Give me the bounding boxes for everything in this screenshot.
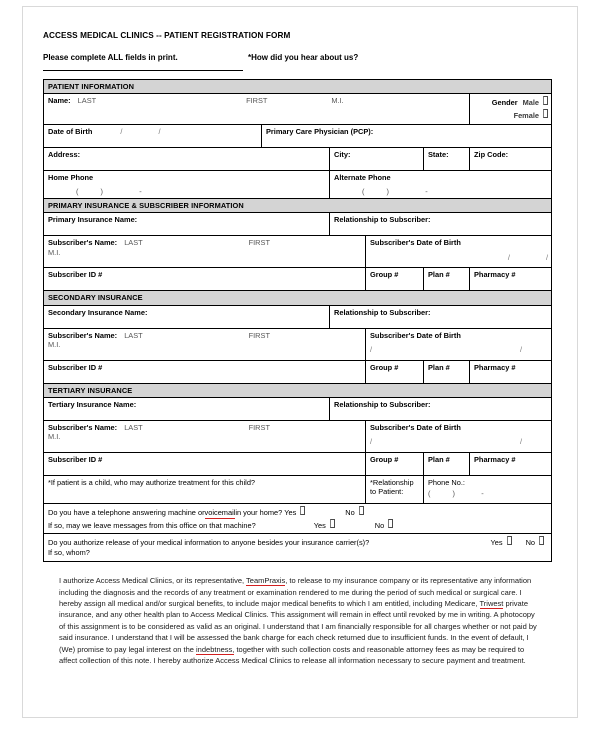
patient-name-cell[interactable]: [44, 94, 470, 124]
alternate-phone-cell[interactable]: [330, 170, 552, 199]
subscriber-dob-slash-1: /: [507, 252, 510, 262]
subscriber-first-hint: FIRST: [248, 330, 270, 340]
patient-name-row: [44, 94, 552, 124]
tertiary-subscriber-row: [44, 420, 552, 452]
child-phone-mask: ( ) -: [428, 489, 484, 499]
secondary-pharmacy-cell[interactable]: Pharmacy #: [470, 360, 552, 383]
tertiary-subscriber-id-cell[interactable]: Subscriber ID #: [44, 452, 366, 475]
subscriber-first-hint: FIRST: [248, 422, 270, 432]
section-patient-information: PATIENT INFORMATION: [44, 80, 552, 94]
q1-misspelled-voicemail: voicemail: [205, 507, 236, 519]
tertiary-plan-cell[interactable]: Plan #: [424, 452, 470, 475]
referral-question: *How did you hear about us?: [248, 53, 359, 62]
auth-misspelled-teampraxis: TeamPraxis: [246, 576, 286, 586]
telephone-questions-cell: [44, 503, 552, 533]
primary-subscriber-dob-cell[interactable]: [366, 236, 552, 268]
secondary-insurance-name-cell[interactable]: Secondary Insurance Name:: [44, 305, 330, 328]
primary-subscriber-name-cell[interactable]: [44, 236, 366, 268]
subscriber-name-label: Subscriber's Name:: [48, 422, 118, 432]
last-name-hint: LAST: [77, 96, 97, 106]
name-label: Name:: [48, 96, 71, 106]
q1-text-part2: in your home?: [235, 507, 283, 517]
subscriber-dob-label: Subscriber's Date of Birth: [370, 422, 461, 432]
q1-no-label: No: [345, 507, 355, 517]
primary-ids-row: [44, 268, 552, 291]
subscriber-dob-slash-2: /: [519, 437, 523, 447]
section-primary-insurance: PRIMARY INSURANCE & SUBSCRIBER INFORMATION: [44, 199, 552, 213]
primary-plan-cell[interactable]: Plan #: [424, 268, 470, 291]
tertiary-ids-row: [44, 452, 552, 475]
q1-yes-label: Yes: [284, 507, 297, 517]
release-authorization-row: [44, 534, 552, 562]
subscriber-last-hint: LAST: [124, 238, 143, 248]
subscriber-dob-slash-1: /: [370, 344, 373, 354]
home-phone-cell[interactable]: [44, 170, 330, 199]
child-phone-cell[interactable]: [424, 475, 552, 503]
subscriber-mi-hint: M.I.: [48, 247, 61, 257]
subscriber-first-hint: FIRST: [248, 238, 270, 248]
gender-female-label: Female: [513, 110, 540, 120]
tertiary-insurance-name-row: [44, 397, 552, 420]
checkbox-q3-no[interactable]: [539, 536, 544, 545]
tertiary-subscriber-name-cell[interactable]: [44, 420, 366, 452]
subscriber-last-hint: LAST: [124, 422, 143, 432]
child-relationship-to-patient-cell[interactable]: *Relationship to Patient:: [366, 475, 424, 503]
secondary-subscriber-dob-cell[interactable]: [366, 328, 552, 360]
question-leave-messages: [48, 519, 548, 531]
tertiary-relationship-to-subscriber-cell[interactable]: Relationship to Subscriber:: [330, 397, 552, 420]
state-cell[interactable]: State:: [424, 147, 470, 170]
date-of-birth-cell[interactable]: [44, 124, 262, 147]
primary-care-physician-cell[interactable]: Primary Care Physician (PCP):: [262, 124, 552, 147]
question-answering-machine: [48, 506, 548, 519]
q1-text-part1: Do you have a telephone answering machine or: [48, 507, 205, 517]
auth-part1: I authorize Access Medical Clinics, or its representative,: [59, 576, 247, 586]
secondary-ids-row: [44, 360, 552, 383]
dob-pcp-row: [44, 124, 552, 147]
section-header-row: [44, 80, 552, 94]
home-phone-label: Home Phone: [48, 172, 94, 182]
subscriber-name-label: Subscriber's Name:: [48, 330, 118, 340]
primary-pharmacy-cell[interactable]: Pharmacy #: [470, 268, 552, 291]
section-header-row: [44, 199, 552, 213]
middle-initial-hint: M.I.: [331, 96, 344, 106]
auth-misspelled-triwest: Triwest: [479, 598, 504, 608]
subscriber-last-hint: LAST: [124, 330, 143, 340]
telephone-questions-row: [44, 503, 552, 533]
secondary-subscriber-row: [44, 328, 552, 360]
home-phone-mask: ( ) -: [76, 186, 142, 196]
zip-code-cell[interactable]: Zip Code:: [470, 147, 552, 170]
child-authorization-question-cell[interactable]: *If patient is a child, who may authorize treatment for this child?: [44, 475, 366, 503]
secondary-plan-cell[interactable]: Plan #: [424, 360, 470, 383]
q2-text: If so, may we leave messages from this office on that machine?: [48, 521, 256, 531]
primary-group-cell[interactable]: Group #: [366, 268, 424, 291]
tertiary-group-cell[interactable]: Group #: [366, 452, 424, 475]
dob-label: Date of Birth: [48, 126, 93, 136]
checkbox-q3-yes[interactable]: [507, 536, 512, 545]
primary-relationship-to-subscriber-cell[interactable]: Relationship to Subscriber:: [330, 213, 552, 236]
authorization-paragraph: [59, 575, 537, 666]
gender-label: Gender: [491, 98, 518, 108]
section-secondary-insurance: SECONDARY INSURANCE: [44, 291, 552, 305]
q2-yes-label: Yes: [313, 521, 326, 531]
tertiary-insurance-name-cell[interactable]: Tertiary Insurance Name:: [44, 397, 330, 420]
q3-followup-text[interactable]: If so, whom?: [48, 548, 90, 558]
secondary-subscriber-name-cell[interactable]: [44, 328, 366, 360]
city-cell[interactable]: City:: [330, 147, 424, 170]
release-authorization-cell: [44, 534, 552, 562]
section-header-row: [44, 291, 552, 305]
address-row: [44, 147, 552, 170]
subscriber-dob-label: Subscriber's Date of Birth: [370, 238, 461, 248]
subscriber-mi-hint: M.I.: [48, 339, 61, 349]
q2-no-label: No: [374, 521, 385, 531]
primary-subscriber-row: [44, 236, 552, 268]
secondary-insurance-name-row: [44, 305, 552, 328]
checkbox-q1-no[interactable]: [359, 506, 364, 515]
child-authorization-row: [44, 475, 552, 503]
dob-slash-2: /: [158, 126, 161, 136]
auth-part4: together with such collection costs and reasonable attorney fees as may be required to affect collection of this note. I hereby authorize Access Medical Clinics to release all information necessary to secure payment and treatment.: [59, 644, 526, 665]
q3-no-label: No: [525, 538, 536, 548]
checkbox-q1-yes[interactable]: [300, 506, 305, 515]
subscriber-dob-slash-1: /: [370, 437, 373, 447]
auth-misspelled-indebtness: indebtness,: [196, 644, 235, 654]
primary-insurance-name-row: [44, 213, 552, 236]
subscriber-name-label: Subscriber's Name:: [48, 238, 118, 248]
phone-row: [44, 170, 552, 199]
checkbox-q2-no[interactable]: [388, 519, 393, 528]
primary-insurance-name-cell[interactable]: Primary Insurance Name:: [44, 213, 330, 236]
referral-answer-line[interactable]: [43, 69, 243, 71]
secondary-subscriber-id-cell[interactable]: Subscriber ID #: [44, 360, 366, 383]
registration-table: [43, 79, 552, 562]
checkbox-q2-yes[interactable]: [330, 519, 335, 528]
alternate-phone-label: Alternate Phone: [334, 172, 391, 182]
secondary-group-cell[interactable]: Group #: [366, 360, 424, 383]
tertiary-pharmacy-cell[interactable]: Pharmacy #: [470, 452, 552, 475]
checkbox-gender-female[interactable]: [543, 109, 548, 118]
print-instruction: Please complete ALL fields in print.: [43, 53, 178, 62]
gender-male-label: Male: [522, 98, 540, 108]
checkbox-gender-male[interactable]: [543, 96, 548, 105]
first-name-hint: FIRST: [246, 96, 268, 106]
section-header-row: [44, 383, 552, 397]
primary-subscriber-id-cell[interactable]: Subscriber ID #: [44, 268, 366, 291]
address-cell[interactable]: Address:: [44, 147, 330, 170]
tertiary-subscriber-dob-cell[interactable]: [366, 420, 552, 452]
q3-text: Do you authorize release of your medical information to anyone besides your insurance carrier(s)?: [48, 538, 370, 548]
instruction-row: [43, 53, 551, 62]
secondary-relationship-to-subscriber-cell[interactable]: Relationship to Subscriber:: [330, 305, 552, 328]
section-tertiary-insurance: TERTIARY INSURANCE: [44, 383, 552, 397]
form-page: [22, 6, 578, 718]
gender-cell[interactable]: [470, 94, 552, 124]
alternate-phone-mask: ( ) -: [362, 186, 428, 196]
dob-slash-1: /: [120, 126, 123, 136]
subscriber-dob-slash-2: /: [519, 344, 523, 354]
auth-part2: , to release to my insurance company or its representative any information including the diagnosis and the records of any treatment or examination rendered to me during the period of such medical or surgical care. I hereby assign all medical and/or surgical benefits, to include major medical benefits to which I am entitled, including Medicare,: [59, 576, 532, 608]
subscriber-mi-hint: M.I.: [48, 432, 61, 442]
child-phone-label: Phone No.:: [428, 477, 465, 487]
question-release-information: [48, 536, 548, 548]
subscriber-dob-label: Subscriber's Date of Birth: [370, 330, 461, 340]
form-content: [43, 31, 551, 666]
subscriber-dob-slash-2: /: [545, 252, 549, 262]
q3-yes-label: Yes: [490, 538, 503, 548]
auth-part3: private insurance, and any other health plan to Access Medical Clinics. This assignment will remain in effect until revoked by me in writing. A photocopy of this assignment is to be considered as valid as an original. I understand that I am financially responsible for all charges whether or not paid by said insurance. I understand that I will be assessed the bank charge for each check returned due to insufficient funds. In the event of default, I (We) promise to pay legal interest on the: [59, 598, 537, 654]
page-title: ACCESS MEDICAL CLINICS -- PATIENT REGISTRATION FORM: [43, 31, 291, 40]
